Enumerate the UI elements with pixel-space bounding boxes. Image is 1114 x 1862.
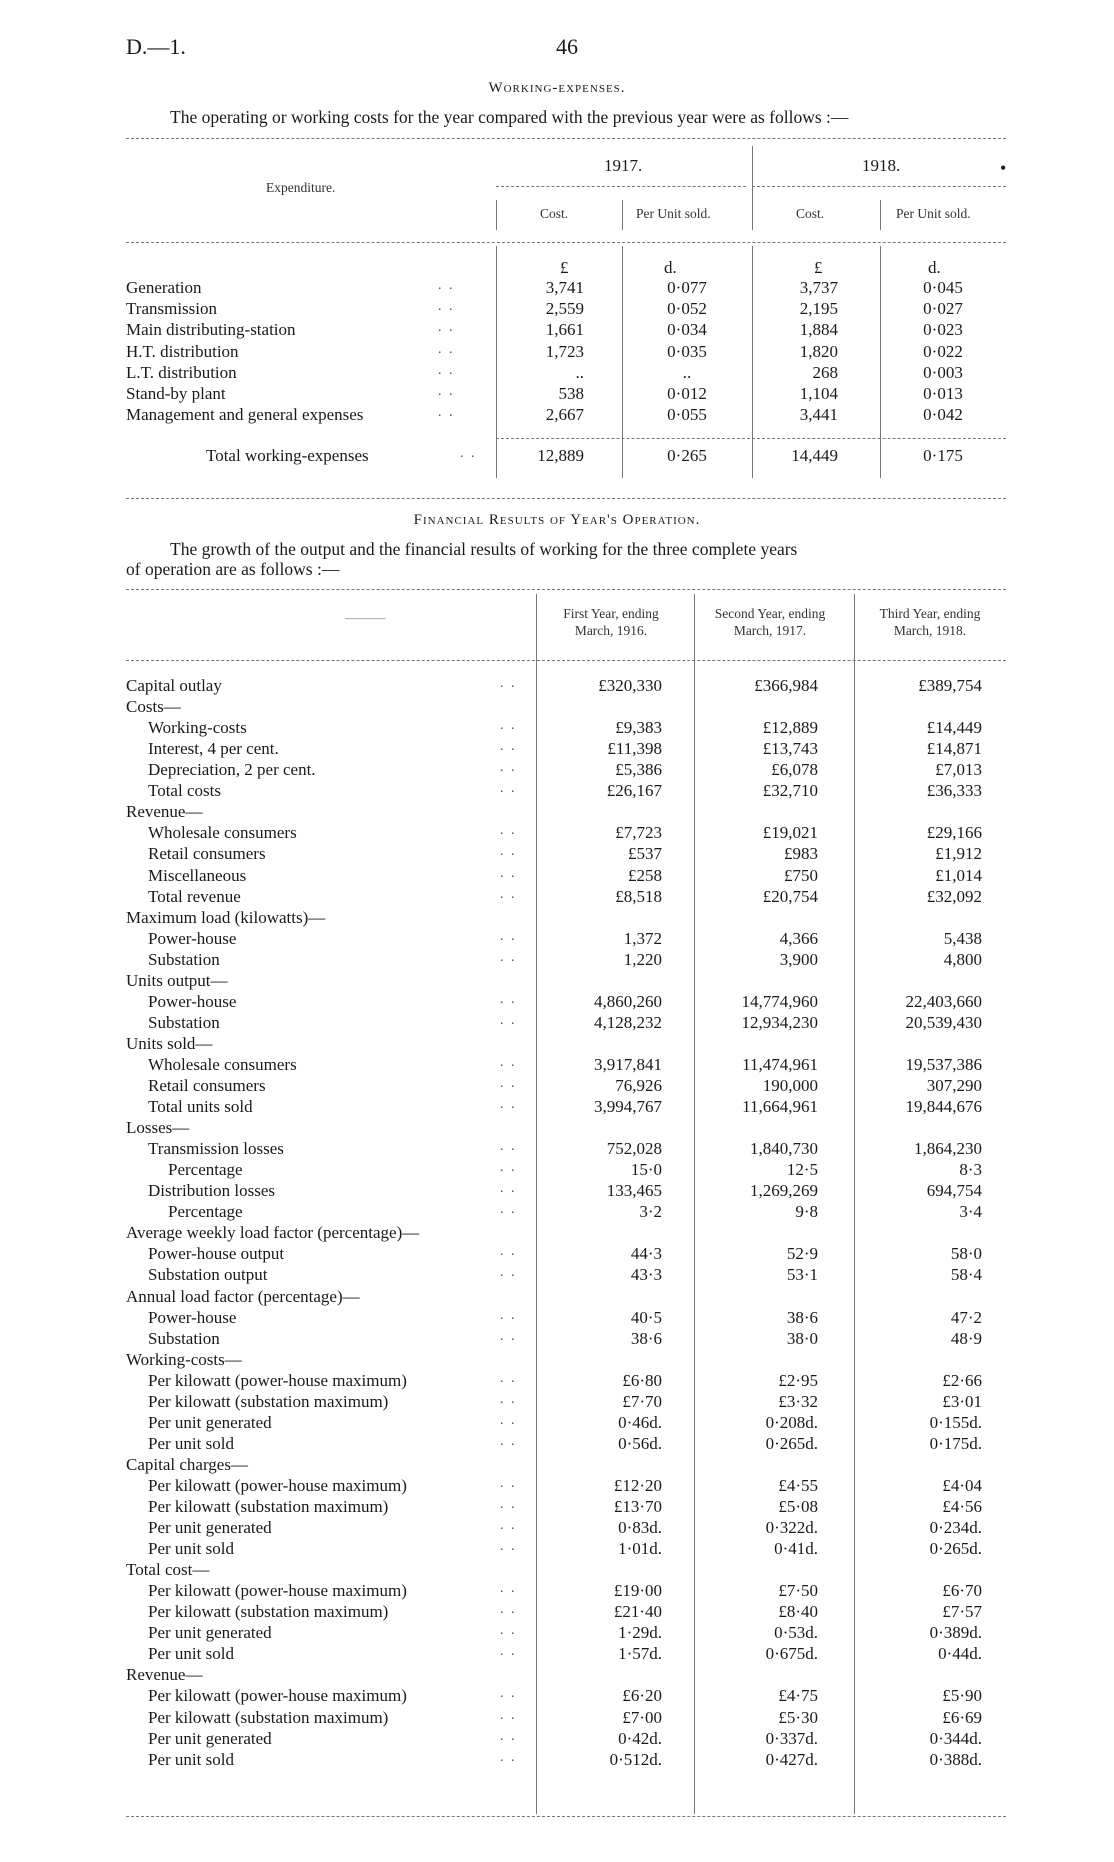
per-unit-1917-value: 0·052 (667, 299, 707, 319)
expense-row-label: Main distributing-station (126, 320, 296, 340)
financial-row-label: Per kilowatt (substation maximum) (148, 1602, 389, 1622)
total-per-unit-1918: 0·175 (923, 446, 963, 465)
financial-row-label: Percentage (168, 1202, 243, 1222)
per-unit-1918-value: 0·045 (923, 278, 963, 297)
financial-row-label: Total units sold (148, 1097, 253, 1116)
leader-dots: . . (500, 1370, 517, 1386)
third-year-value: 0·388d. (929, 1749, 982, 1769)
leader-dots: . . (438, 362, 455, 378)
cost-1917-value: 538 (558, 384, 584, 403)
first-year-value: 43·3 (630, 1265, 662, 1285)
financial-row-label: Wholesale consumers (148, 823, 297, 843)
leader-dots: . . (500, 1202, 517, 1218)
second-year-value: £19,021 (762, 823, 818, 843)
per-unit-1918-value: 0·027 (923, 299, 963, 319)
cost-1918-header: Cost. (796, 206, 825, 221)
third-year-value: 48·9 (950, 1328, 982, 1348)
pence-unit-1918: d. (928, 258, 941, 277)
cost-1918-value: 1,820 (799, 341, 838, 361)
first-year-header-line-2: March, 1916. (574, 623, 648, 638)
second-year-value: 3,900 (779, 949, 818, 969)
first-year-value: 0·56d. (618, 1433, 662, 1453)
financial-row-label: Per unit sold (148, 1644, 234, 1664)
financial-row-label: Power-house (148, 1307, 237, 1327)
financial-row-label: Substation output (148, 1265, 268, 1285)
third-year-value: £14,449 (926, 718, 982, 738)
second-year-value: £4·55 (778, 1475, 818, 1495)
financial-row-label: Transmission losses (148, 1139, 284, 1159)
third-year-value: £14,871 (926, 739, 982, 759)
leader-dots: . . (500, 928, 517, 944)
cost-1917-value: 2,559 (545, 299, 584, 319)
first-year-value: 4,128,232 (594, 1012, 662, 1032)
leader-dots: . . (500, 1518, 517, 1533)
total-per-unit-1917: 0·265 (667, 446, 707, 465)
second-year-value: 0·322d. (765, 1518, 818, 1537)
leader-dots: . . (500, 760, 517, 776)
leader-dots: . . (438, 299, 455, 315)
second-year-value: 190,000 (762, 1076, 818, 1095)
financial-row-label: Revenue— (126, 1665, 203, 1685)
leader-dots: . . (500, 1391, 517, 1407)
financial-row-label: Depreciation, 2 per cent. (148, 760, 316, 780)
leader-dots: . . (500, 1644, 517, 1660)
per-unit-1918-header: Per Unit sold. (896, 206, 971, 221)
expense-row-label: Generation (126, 278, 202, 297)
financial-row-label: Substation (148, 1328, 220, 1348)
financial-row-label: Maximum load (kilowatts)— (126, 907, 326, 927)
financial-row-label: Power-house (148, 991, 237, 1011)
cost-1917-value: 1,661 (545, 320, 584, 340)
document-reference: D.—1. (126, 34, 186, 59)
cost-1917-value: .. (575, 362, 584, 382)
financial-row-label: Wholesale consumers (148, 1054, 297, 1074)
financial-row-label: Per kilowatt (power-house maximum) (148, 1686, 407, 1706)
leader-dots: . . (500, 1581, 517, 1597)
second-year-value: £4·75 (778, 1686, 818, 1706)
first-year-value: 0·512d. (609, 1749, 662, 1769)
first-year-value: £9,383 (615, 718, 662, 738)
first-year-value: 3·2 (639, 1202, 662, 1222)
second-year-value: £3·32 (778, 1391, 818, 1411)
total-cost-1918: 14,449 (791, 446, 838, 465)
first-year-value: 3,917,841 (594, 1054, 662, 1074)
second-year-value: £20,754 (762, 886, 818, 906)
third-year-value: £3·01 (942, 1391, 982, 1411)
financial-row-label: Distribution losses (148, 1181, 276, 1201)
second-year-header-line-2: March, 1917. (733, 623, 807, 638)
first-year-value: 0·42d. (618, 1728, 662, 1748)
third-year-value: 0·155d. (929, 1412, 982, 1432)
second-year-value: £5·30 (778, 1707, 818, 1727)
leader-dots: . . (438, 341, 455, 357)
pound-unit-1918: £ (814, 258, 823, 277)
page-number: 46 (556, 34, 578, 59)
financial-row-label: Per kilowatt (substation maximum) (148, 1707, 389, 1727)
third-year-value: 307,290 (926, 1076, 982, 1095)
leader-dots: . . (500, 718, 517, 734)
second-year-value: 1,269,269 (750, 1181, 818, 1201)
leader-dots: . . (500, 1328, 517, 1344)
third-year-value: 0·344d. (929, 1728, 982, 1748)
leader-dots: . . (500, 1602, 517, 1618)
financial-row-label: Substation (148, 949, 220, 969)
per-unit-1917-value: 0·077 (667, 278, 707, 297)
third-year-value: £2·66 (942, 1370, 982, 1390)
first-year-value: 40·5 (630, 1307, 662, 1327)
financial-row-label: Units output— (126, 970, 228, 990)
working-expenses-intro: The operating or working costs for the year compared with the previous year were as follows :— (170, 107, 849, 127)
leader-dots: . . (500, 1012, 517, 1028)
financial-row-label: Losses— (126, 1118, 190, 1137)
second-year-value: 12·5 (786, 1160, 818, 1180)
second-year-value: 38·0 (786, 1328, 818, 1348)
second-year-value: 11,474,961 (742, 1054, 818, 1074)
first-year-value: 3,994,767 (594, 1097, 662, 1116)
leader-dots: . . (500, 1686, 517, 1702)
financial-row-label: Power-house (148, 928, 237, 948)
financial-row-label: Per unit sold (148, 1749, 234, 1769)
per-unit-1917-header: Per Unit sold. (636, 206, 711, 221)
leader-dots: . . (500, 1160, 517, 1176)
second-year-value: 4,366 (779, 928, 818, 948)
per-unit-1917-value: 0·055 (667, 405, 707, 425)
financial-row-label: Units sold— (126, 1033, 213, 1053)
first-year-value: £21·40 (613, 1602, 662, 1622)
leader-dots: . . (500, 991, 517, 1007)
expense-row-label: Stand-by plant (126, 384, 226, 403)
financial-row-label: Per kilowatt (substation maximum) (148, 1391, 389, 1411)
third-year-value: £36,333 (926, 781, 982, 801)
expenditure-column-header: Expenditure. (266, 180, 336, 195)
year-1917-header: 1917. (604, 156, 643, 175)
cost-1918-value: 3,441 (799, 405, 838, 425)
first-year-value: 1,372 (623, 928, 662, 948)
leader-dots: . . (500, 1097, 517, 1112)
financial-row-label: Miscellaneous (148, 865, 247, 885)
financial-results-intro-line-2: of operation are as follows :— (126, 559, 340, 579)
financial-row-label: Power-house output (148, 1244, 285, 1264)
leader-dots: . . (500, 1181, 517, 1197)
second-year-value: £13,743 (762, 739, 818, 759)
first-year-header-line-1: First Year, ending (563, 606, 659, 621)
bullet-mark: • (1000, 158, 1007, 178)
first-year-value: 4,860,260 (594, 991, 662, 1011)
first-year-value: 15·0 (630, 1160, 662, 1180)
third-year-value: 58·4 (950, 1265, 982, 1285)
third-year-value: 22,403,660 (905, 991, 982, 1011)
leader-dots: . . (500, 1244, 517, 1260)
leader-dots: . . (500, 1433, 517, 1449)
leader-dots: . . (438, 405, 455, 421)
third-year-value: 5,438 (943, 928, 982, 948)
second-year-value: £12,889 (762, 718, 818, 738)
financial-row-label: Per unit generated (148, 1518, 272, 1537)
second-year-value: 0·208d. (765, 1412, 818, 1432)
first-year-value: £7·00 (622, 1707, 662, 1727)
second-year-value: 12,934,230 (741, 1012, 818, 1032)
per-unit-1918-value: 0·022 (923, 341, 963, 361)
per-unit-1917-value: .. (682, 362, 692, 382)
leader-dots: . . (500, 1076, 517, 1091)
first-year-value: £7,723 (615, 823, 662, 843)
first-year-value: £8,518 (615, 886, 662, 906)
second-year-value: £8·40 (778, 1602, 818, 1622)
third-year-value: 19,844,676 (905, 1097, 982, 1116)
second-year-value: 9·8 (795, 1202, 818, 1222)
leader-dots: . . (500, 844, 517, 860)
first-year-value: £6·20 (622, 1686, 662, 1706)
expense-row-label: L.T. distribution (126, 362, 237, 382)
leader-dots: . . (438, 384, 455, 399)
financial-row-label: Per unit sold (148, 1433, 234, 1453)
third-year-header-line-1: Third Year, ending (879, 606, 981, 621)
first-year-value: 1·01d. (618, 1539, 662, 1559)
third-year-value: 19,537,386 (905, 1054, 982, 1074)
third-year-value: £32,092 (926, 886, 982, 906)
first-year-value: 0·83d. (618, 1518, 662, 1537)
per-unit-1918-value: 0·023 (923, 320, 963, 340)
per-unit-1918-value: 0·013 (923, 384, 963, 403)
third-year-value: 58·0 (950, 1244, 982, 1264)
financial-row-label: Capital outlay (126, 676, 222, 695)
second-year-value: £5·08 (778, 1497, 818, 1516)
financial-row-label: Total costs (148, 781, 221, 801)
leader-dots: . . (500, 1475, 517, 1491)
per-unit-1917-value: 0·035 (667, 341, 707, 361)
pound-unit-1917: £ (560, 258, 569, 277)
financial-results-title: Financial Results of Year's Operation. (413, 512, 701, 528)
leader-dots: . . (500, 1749, 517, 1765)
third-year-value: £6·70 (942, 1581, 982, 1601)
per-unit-1917-value: 0·012 (667, 384, 707, 403)
second-year-value: 0·427d. (765, 1749, 818, 1769)
financial-row-label: Interest, 4 per cent. (148, 739, 279, 759)
leader-dots: . . (500, 949, 517, 965)
first-year-value: £19·00 (613, 1581, 662, 1601)
financial-row-label: Annual load factor (percentage)— (126, 1286, 360, 1306)
financial-row-label: Per unit generated (148, 1728, 272, 1748)
cost-1917-value: 1,723 (545, 341, 584, 361)
first-year-value: 76,926 (615, 1076, 662, 1095)
first-year-value: 752,028 (606, 1139, 662, 1159)
third-year-value: £7,013 (935, 760, 982, 780)
second-year-value: £7·50 (778, 1581, 818, 1601)
third-year-value: £6·69 (942, 1707, 982, 1727)
total-cost-1917: 12,889 (537, 446, 584, 465)
second-year-value: £6,078 (771, 760, 818, 780)
pence-unit-1917: d. (664, 258, 677, 277)
third-year-header-line-2: March, 1918. (893, 623, 967, 638)
per-unit-1918-value: 0·003 (923, 362, 963, 382)
financial-results-intro-line-1: The growth of the output and the financial results of working for the three complete years (170, 539, 798, 559)
third-year-value: 3·4 (959, 1202, 982, 1222)
leader-dots: . . (500, 1139, 517, 1155)
financial-row-label: Costs— (126, 697, 181, 716)
second-year-value: 0·675d. (765, 1644, 818, 1664)
financial-row-label: Retail consumers (148, 1076, 266, 1095)
third-year-value: 8·3 (959, 1160, 982, 1180)
financial-row-label: Revenue— (126, 802, 203, 822)
first-year-value: 133,465 (606, 1181, 662, 1201)
third-year-value: £1,014 (935, 865, 982, 885)
second-year-header-line-1: Second Year, ending (714, 606, 826, 621)
leader-dots: . . (500, 886, 517, 902)
second-year-value: £2·95 (778, 1370, 818, 1390)
third-year-value: 694,754 (926, 1181, 982, 1201)
expense-row-label: Transmission (126, 299, 218, 319)
first-year-value: £7·70 (622, 1391, 662, 1411)
third-year-value: £389,754 (918, 676, 982, 695)
cost-1918-value: 1,884 (799, 320, 838, 340)
financial-row-label: Average weekly load factor (percentage)— (126, 1223, 420, 1243)
third-year-value: 0·265d. (929, 1539, 982, 1559)
leader-dots: . . (500, 823, 517, 839)
second-year-value: 14,774,960 (741, 991, 818, 1011)
third-year-value: 0·389d. (929, 1623, 982, 1643)
leader-dots: . . (500, 1539, 517, 1555)
first-year-value: £258 (628, 865, 662, 885)
second-year-value: 1,840,730 (750, 1139, 818, 1159)
first-year-value: £5,386 (615, 760, 662, 780)
second-year-value: 0·53d. (774, 1623, 818, 1643)
leader-dots: . . (438, 320, 455, 336)
leader-dots: . . (500, 1707, 517, 1723)
first-year-value: £12·20 (613, 1475, 662, 1495)
financial-row-label: Substation (148, 1012, 220, 1032)
second-year-value: £750 (784, 865, 818, 885)
leader-dots: . . (500, 1307, 517, 1323)
per-unit-1917-value: 0·034 (667, 320, 707, 340)
leader-dots: . . (500, 1054, 517, 1070)
second-year-value: 0·337d. (765, 1728, 818, 1748)
cost-1917-header: Cost. (540, 206, 569, 221)
third-year-value: 0·44d. (938, 1644, 982, 1664)
financial-row-label: Total cost— (126, 1560, 210, 1580)
financial-row-label: Retail consumers (148, 844, 266, 864)
second-year-value: 11,664,961 (742, 1097, 818, 1116)
first-year-value: £537 (628, 844, 662, 864)
third-year-value: 0·175d. (929, 1433, 982, 1453)
cost-1918-value: 268 (812, 362, 838, 382)
second-year-value: £983 (784, 844, 818, 864)
blank-header-mark: ——— (345, 610, 386, 625)
third-year-value: 4,800 (943, 949, 982, 969)
third-year-value: £4·04 (942, 1475, 982, 1495)
third-year-value: 20,539,430 (905, 1012, 982, 1032)
leader-dots: . . (500, 676, 517, 691)
second-year-value: 0·41d. (774, 1539, 818, 1559)
third-year-value: 47·2 (950, 1307, 982, 1327)
second-year-value: £32,710 (762, 781, 818, 801)
working-expenses-title: Working-expenses. (488, 80, 626, 96)
leader-dots: . . (500, 781, 517, 797)
first-year-value: 0·46d. (618, 1412, 662, 1432)
first-year-value: £26,167 (606, 781, 662, 801)
third-year-value: £5·90 (942, 1686, 982, 1706)
first-year-value: 38·6 (630, 1328, 662, 1348)
leader-dots: . . (500, 1265, 517, 1281)
second-year-value: 0·265d. (765, 1433, 818, 1453)
third-year-value: £1,912 (935, 844, 982, 864)
third-year-value: £4·56 (942, 1497, 982, 1516)
financial-row-label: Per unit generated (148, 1623, 272, 1643)
first-year-value: £11,398 (607, 739, 662, 759)
financial-row-label: Per kilowatt (substation maximum) (148, 1497, 389, 1516)
second-year-value: 52·9 (786, 1244, 818, 1264)
financial-row-label: Percentage (168, 1160, 243, 1180)
first-year-value: £6·80 (622, 1370, 662, 1390)
first-year-value: 1·29d. (618, 1623, 662, 1643)
first-year-value: 1·57d. (618, 1644, 662, 1664)
leader-dots: . . (500, 1497, 517, 1512)
cost-1918-value: 1,104 (799, 384, 838, 403)
first-year-value: £320,330 (598, 676, 662, 695)
leader-dots: . . (500, 1728, 517, 1744)
financial-row-label: Per kilowatt (power-house maximum) (148, 1475, 407, 1495)
leader-dots: . . (500, 1412, 517, 1428)
leader-dots: . . (438, 278, 455, 293)
financial-row-label: Capital charges— (126, 1454, 248, 1474)
first-year-value: 1,220 (623, 949, 662, 969)
expense-row-label: Management and general expenses (126, 405, 364, 425)
expense-row-label: H.T. distribution (126, 341, 239, 361)
cost-1917-value: 2,667 (545, 405, 584, 425)
third-year-value: £29,166 (926, 823, 982, 843)
per-unit-1918-value: 0·042 (923, 405, 963, 425)
second-year-value: £366,984 (754, 676, 818, 695)
financial-row-label: Total revenue (148, 886, 241, 906)
third-year-value: 0·234d. (929, 1518, 982, 1537)
third-year-value: £7·57 (942, 1602, 982, 1622)
leader-dots: . . (500, 1623, 517, 1639)
leader-dots: . . (500, 865, 517, 881)
financial-row-label: Per kilowatt (power-house maximum) (148, 1581, 407, 1601)
financial-row-label: Per kilowatt (power-house maximum) (148, 1370, 407, 1390)
third-year-value: 1,864,230 (914, 1139, 982, 1159)
second-year-value: 53·1 (786, 1265, 818, 1285)
leader-dots: . . (460, 446, 477, 461)
cost-1918-value: 2,195 (799, 299, 838, 319)
first-year-value: £13·70 (613, 1497, 662, 1516)
financial-row-label: Working-costs— (126, 1349, 242, 1369)
second-year-value: 38·6 (786, 1307, 818, 1327)
financial-row-label: Working-costs (148, 718, 247, 738)
leader-dots: . . (500, 739, 517, 755)
cost-1918-value: 3,737 (799, 278, 838, 297)
financial-row-label: Per unit sold (148, 1539, 234, 1559)
year-1918-header: 1918. (862, 156, 901, 175)
cost-1917-value: 3,741 (545, 278, 584, 297)
financial-row-label: Per unit generated (148, 1412, 272, 1432)
total-working-expenses-label: Total working-expenses (206, 446, 369, 465)
first-year-value: 44·3 (630, 1244, 662, 1264)
